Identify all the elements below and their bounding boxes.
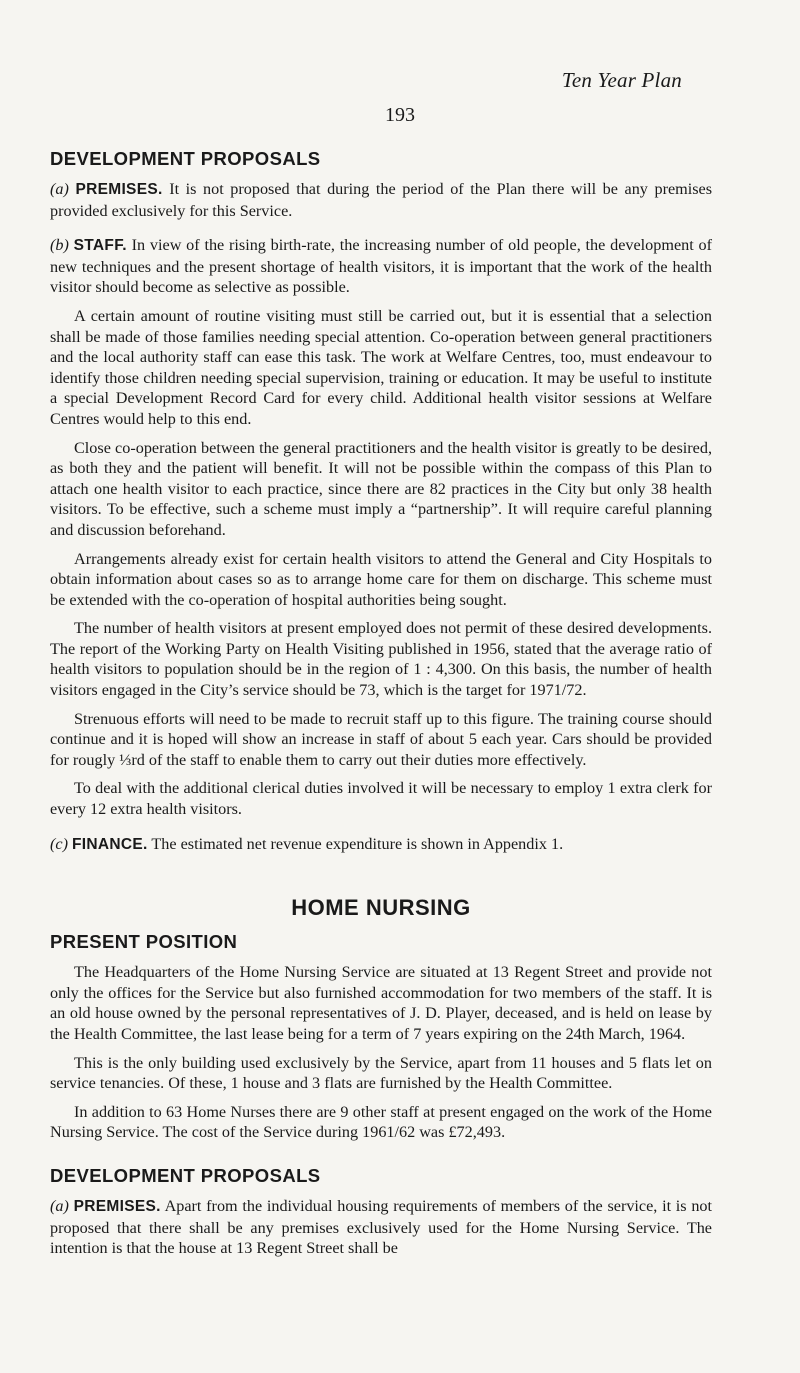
headquarters-paragraph: The Headquarters of the Home Nursing Service are situated at 13 Regent Street and provide not only the offices for the Service but also furnished accommodation for two members of the staff. It is an old house owned by the personal representatives of J. D. Player, deceased, and is held on lease by the Health Committee, the last lease being for a term of 7 years expiring on the 24th March, 1964. xyxy=(50,963,712,1043)
staff-cost-paragraph: In addition to 63 Home Nurses there are 9 other staff at present engaged on the work of the Home Nursing Service. The cost of the Service during 1961/62 was £72,493. xyxy=(50,1102,712,1142)
clerical-paragraph: To deal with the additional clerical duties involved it will be necessary to employ 1 extra clerk for every 12 extra health visitors. xyxy=(50,779,712,819)
hospitals-paragraph: Arrangements already exist for certain health visitors to attend the General and City Hospitals to obtain information about cases so as to arrange home care for them on discharge. This scheme must be extended with the co-operation of hospital authorities being sought. xyxy=(50,549,712,609)
premises-paragraph xyxy=(50,179,712,221)
home-nursing-title: HOME NURSING xyxy=(291,895,471,921)
recruitment-paragraph: Strenuous efforts will need to be made to recruit staff up to this figure. The training course should continue and it is hoped will show an increase in staff of about 5 each year. Cars should be provided for rougly ⅓rd of the staff to enable them to carry out their duties more effectively. xyxy=(50,709,712,769)
development-proposals-heading: DEVELOPMENT PROPOSALS xyxy=(50,148,321,169)
premises-lead: PREMISES. xyxy=(75,181,163,198)
finance-lead: FINANCE. xyxy=(72,835,148,853)
page-body xyxy=(50,148,712,1267)
item-letter: (a) xyxy=(50,1196,69,1215)
staff-text: In view of the rising birth-rate, the increasing number of old people, the development of new techniques and the present shortage of health visitors, it is important that the work of the health visitor should become as selective as possible. xyxy=(50,236,713,297)
staff-paragraph xyxy=(50,235,712,298)
running-title: Ten Year Plan xyxy=(561,68,682,92)
staffing-ratio-paragraph: The number of health visitors at present employed does not permit of these desired developments. The report of the Working Party on Health Visiting published in 1956, stated that the average ratio of health visitors to population should be in the region of 1 : 4,300. On this basis, the number of health visitors engaged in the City’s service should be 73, which is the target for 1971/72. xyxy=(50,619,712,700)
routine-visiting-paragraph: A certain amount of routine visiting must still be carried out, but it is essential that a selection shall be made of those families needing special attention. Co-operation between general practitioners and the local authority staff can ease this task. The work at Welfare Centres, too, must endeavour to identify those children needing special supervision, training or education. It may be useful to institute a special Development Record Card for every child. Additional health visitor sessions at Welfare Centres would help to this end. xyxy=(50,306,712,428)
page-number: 193 xyxy=(385,104,415,126)
premises-text-2: Apart from the individual housing requirements of members of the service, it is not proposed that there shall be any premises exclusively used for the Home Nursing Service. The intention is that the house at 13 Regent Street shall be xyxy=(50,1196,713,1258)
development-proposals-heading-2: DEVELOPMENT PROPOSALS xyxy=(50,1164,321,1186)
cooperation-paragraph: Close co-operation between the general practitioners and the health visitor is greatly to be desired, as both they and the patient will benefit. It will not be possible within the compass of this Plan to attach one health visitor to each practice, since there are 82 practices in the City but only 38 health visitors. To be effective, such a scheme must imply a “partnership”. It will require careful planning and discussion beforehand. xyxy=(50,438,712,539)
premises-paragraph-2 xyxy=(50,1196,712,1259)
buildings-paragraph: This is the only building used exclusively by the Service, apart from 11 houses and 5 flats let on service tenancies. Of these, 1 house and 3 flats are furnished by the Health Committee. xyxy=(50,1053,712,1093)
finance-paragraph xyxy=(50,834,712,856)
premises-lead-2: PREMISES. xyxy=(73,1197,161,1215)
present-position-heading: PRESENT POSITION xyxy=(50,931,238,953)
staff-lead: STAFF. xyxy=(73,237,127,255)
premises-text: It is not proposed that during the period of the Plan there will be any premises provided exclusively for this Service. xyxy=(50,180,713,220)
item-letter: (c) xyxy=(50,834,68,853)
item-letter: (a) xyxy=(50,180,69,198)
item-letter: (b) xyxy=(50,236,69,255)
finance-text: The estimated net revenue expenditure is shown in Appendix 1. xyxy=(151,834,564,853)
